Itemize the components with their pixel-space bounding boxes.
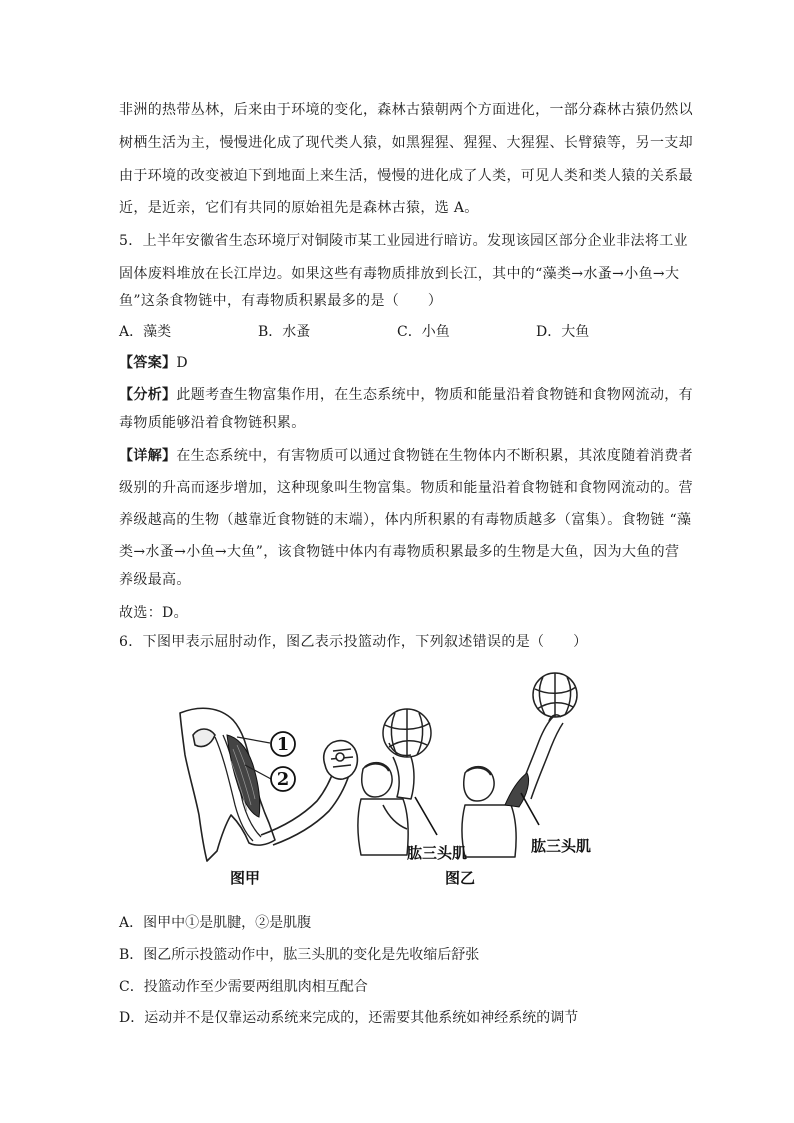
text-line: 非洲的热带丛林，后来由于环境的变化，森林古猿朝两个方面进化，一部分森林古猿仍然以 — [119, 102, 693, 118]
detail-line: 养级最高。 — [119, 572, 191, 588]
triceps-muscle-right — [505, 773, 529, 807]
q5-option-c: C．小鱼 — [397, 324, 450, 340]
circled-number-2 — [271, 767, 295, 791]
question-5-stem-line: 鱼”这条食物链中，有毒物质积累最多的是（ ） — [119, 293, 443, 309]
leader-line-triceps-left — [415, 797, 437, 835]
q5-option-b: B．水蚤 — [258, 324, 311, 340]
text-line: 树栖生活为主，慢慢进化成了现代类人猿，如黑猩猩、猩猩、大猩猩、长臂猿等，另一支却 — [119, 135, 693, 151]
q6-option-d: D．运动并不是仅靠运动系统来完成的，还需要其他系统如神经系统的调节 — [119, 1010, 579, 1026]
triceps-label-right: 肱三头肌 — [531, 837, 592, 855]
q5-option-d: D．大鱼 — [536, 324, 590, 340]
answer-tag: 【答案】 — [119, 355, 177, 371]
analysis-text: 此题考查生物富集作用，在生态系统中，物质和能量沿着食物链和食物网流动，有 — [176, 387, 694, 403]
detail-line: 级别的升高而逐步增加，这种现象叫生物富集。物质和能量沿着食物链和食物网流动的。营 — [119, 480, 693, 496]
q6-option-c: C．投篮动作至少需要两组肌肉相互配合 — [119, 979, 368, 995]
svg-text:1: 1 — [276, 734, 290, 755]
q6-option-a: A．图甲中①是肌腱，②是肌腹 — [119, 915, 312, 931]
detail-tag: 【详解】 — [119, 448, 177, 464]
detail-line: 类→水蚤→小鱼→大鱼”，该食物链中体内有毒物质积累最多的生物是大鱼，因为大鱼的营 — [119, 544, 680, 560]
leader-line-1 — [237, 737, 270, 743]
detail-line — [119, 446, 694, 466]
question-6-stem: 6．下图甲表示屈肘动作，图乙表示投篮动作，下列叙述错误的是（ ） — [119, 634, 588, 650]
analysis-tag: 【分析】 — [119, 387, 177, 403]
circled-number-1 — [271, 732, 295, 756]
detail-line: 养级越高的生物（越靠近食物链的末端），体内所积累的有毒物质越多（富集）。食物链 “藻 — [119, 512, 692, 528]
q6-option-b: B．图乙所示投篮动作中，肱三头肌的变化是先收缩后舒张 — [119, 947, 480, 963]
flexed-arm-illustration — [180, 708, 357, 861]
arm-movement-figure — [175, 665, 615, 895]
svg-text:2: 2 — [276, 769, 290, 790]
answer-line — [119, 353, 679, 373]
question-5-stem-line: 固体废料堆放在长江岸边。如果这些有毒物质排放到长江，其中的“藻类→水蚤→小鱼→大 — [119, 266, 680, 282]
analysis-line: 毒物质能够沿着食物链积累。 — [119, 415, 306, 431]
shooter-releasing-illustration — [462, 673, 577, 857]
q5-option-a: A．藻类 — [119, 324, 172, 340]
caption-figure-a: 图甲 — [230, 869, 261, 887]
detail-line: 故选：D。 — [119, 605, 188, 621]
leader-line-triceps-right — [521, 793, 539, 825]
detail-text: 在生态系统中，有害物质可以通过食物链在生物体内不断积累，其浓度随着消费者 — [176, 448, 694, 464]
caption-figure-b: 图乙 — [445, 869, 476, 887]
analysis-line — [119, 385, 694, 405]
triceps-label-left: 肱三头肌 — [407, 844, 468, 862]
question-5-stem-line: 5．上半年安徽省生态环境厅对铜陵市某工业园进行暗访。发现该园区部分企业非法将工业 — [119, 233, 688, 249]
shooter-preparing-illustration — [358, 709, 431, 855]
answer-value: D — [176, 355, 188, 371]
text-line: 由于环境的改变被迫下到地面上来生活，慢慢的进化成了人类，可见人类和类人猿的关系最 — [119, 168, 693, 184]
text-line: 近，是近亲，它们有共同的原始祖先是森林古猿，选 A。 — [119, 200, 479, 216]
